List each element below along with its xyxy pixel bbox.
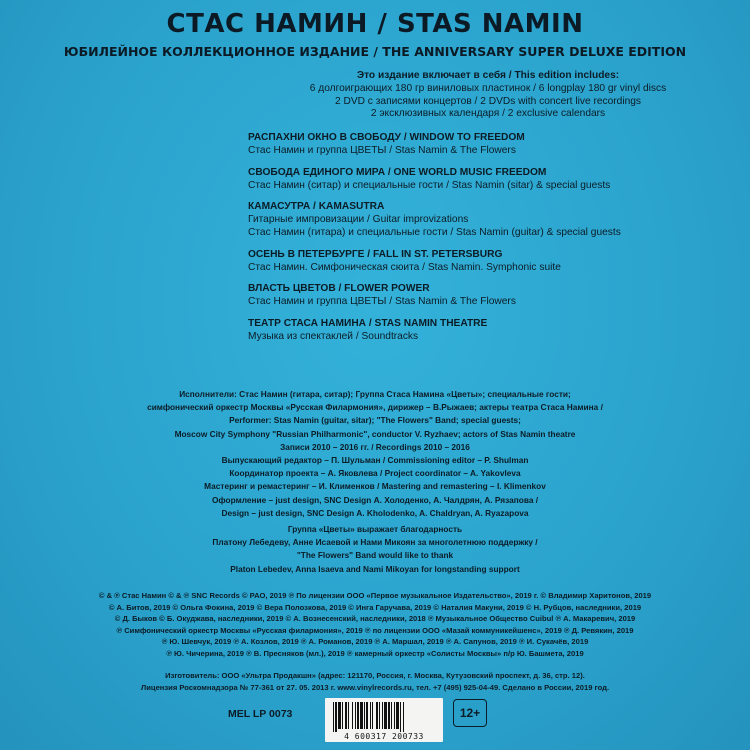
- album-block: [248, 201, 728, 239]
- album-line: Музыка из спектаклей / Soundtracks: [248, 330, 419, 342]
- copyright-line: ℗ Ю. Чичерина, 2019 ℗ В. Пресняков (мл.), 2019 ℗ камерный оркестр «Солисты Москвы» п/р Ю. Башмета, 2019: [166, 648, 584, 658]
- barcode-bar: [348, 702, 349, 729]
- barcode-bar: [360, 702, 363, 729]
- album-line: Стас Намин и группа ЦВЕТЫ / Stas Namin & The Flowers: [248, 296, 516, 308]
- manufacturer-line: Изготовитель: ООО «Ультра Продакшн» (адрес: 121170, Россия, г. Москва, Кутузовский проспект, д. 36, стр. 12).: [165, 671, 585, 680]
- album-block: [248, 132, 728, 158]
- thanks-line: "The Flowers" Band would like to thank: [296, 550, 454, 561]
- credits-block: [0, 388, 750, 520]
- barcode-bar: [335, 702, 337, 732]
- album-title: СВОБОДА ЕДИНОГО МИРА / ONE WORLD MUSIC FREEDOM: [248, 166, 547, 178]
- barcode-bar: [355, 702, 356, 729]
- edition-subtitle: ЮБИЛЕЙНОЕ КОЛЛЕКЦИОННОЕ ИЗДАНИЕ / THE ANNIVERSARY SUPER DELUXE EDITION: [63, 44, 687, 59]
- barcode-bar: [396, 702, 399, 729]
- includes-block: [248, 70, 728, 121]
- includes-item: 6 долгоиграющих 180 гр виниловых пластинок / 6 longplay 180 gr vinyl discs: [309, 82, 667, 94]
- barcode-bar: [342, 702, 343, 729]
- credit-line: Исполнители: Стас Намин (гитара, ситар); Группа Стаса Намина «Цветы»; специальные гости;: [179, 389, 571, 399]
- album-block: [248, 318, 728, 344]
- credit-line: Координатор проекта – А. Яковлева / Project coordinator – A. Yakovleva: [229, 468, 521, 479]
- barcode-bar: [333, 702, 334, 732]
- copyright-line: ℗ Симфонический оркестр Москвы «Русская филармония», 2019 ℗ по лицензии ООО «Мазай коммуникейшенс», 2019 ℗ Д. Ревякин, 2019: [116, 625, 634, 635]
- barcode-bar: [379, 702, 380, 729]
- barcode-bar: [338, 702, 341, 729]
- includes-heading: Это издание включает в себя / This edition includes:: [356, 70, 620, 81]
- album-line: Стас Намин (гитара) и специальные гости / Stas Namin (guitar) & special guests: [248, 226, 621, 238]
- credit-line: Performer: Stas Namin (guitar, sitar); "The Flowers" Band; special guests;: [229, 415, 521, 426]
- tracklist-column: [248, 70, 728, 344]
- barcode-bar: [366, 702, 368, 729]
- page-title: СТАС НАМИН / STAS NAMIN: [166, 9, 584, 39]
- credit-line: Design – just design, SNC Design A. Kholodenko, A. Chaldryan, A. Ryazapova: [221, 507, 529, 518]
- barcode-bar: [357, 702, 359, 729]
- album-block: [248, 249, 728, 275]
- album-title: РАСПАХНИ ОКНО В СВОБОДУ / WINDOW TO FREEDOM: [248, 132, 525, 144]
- manufacturer-line: Лицензия Роскомнадзора № 77-361 от 27. 05. 2013 г. www.vinylrecords.ru, тел. +7 (495) 925-04-49. Сделано в России, 2019 год.: [140, 682, 610, 692]
- barcode-bar: [400, 702, 401, 732]
- includes-item: 2 эксклюзивных календаря / 2 exclusive calendars: [370, 108, 606, 120]
- age-rating-badge: 12+: [453, 699, 487, 727]
- includes-item: 2 DVD с записями концертов / 2 DVDs with concert live recordings: [334, 95, 642, 107]
- album-title: ОСЕНЬ В ПЕТЕРБУРГЕ / FALL IN ST. PETERSBURG: [248, 248, 503, 260]
- barcode-bar: [388, 702, 390, 729]
- thanks-line: Группа «Цветы» выражает благодарность: [287, 524, 463, 534]
- manufacturer-block: [0, 670, 750, 693]
- credit-line: Записи 2010 – 2016 гг. / Recordings 2010 – 2016: [280, 441, 470, 452]
- catalog-number: MEL LP 0073: [228, 708, 293, 720]
- thanks-line: Platon Lebedev, Anna Isaeva and Nami Mikoyan for longstanding support: [230, 563, 520, 574]
- credit-line: Выпускающий редактор – П. Шульман / Commissioning editor – P. Shulman: [221, 455, 529, 466]
- copyright-line: ℗ Ю. Шевчук, 2019 ℗ А. Козлов, 2019 ℗ А. Романов, 2019 ℗ А. Маршал, 2019 ℗ А. Сапунов, 2019 ℗ И. Сукачёв, 2019: [161, 637, 589, 647]
- barcode-bar: [364, 702, 365, 729]
- barcode-bar: [352, 702, 353, 729]
- album-line: Стас Намин и группа ЦВЕТЫ / Stas Namin & The Flowers: [248, 144, 516, 156]
- album-line: Стас Намин (ситар) и специальные гости / Stas Namin (sitar) & special guests: [248, 179, 611, 191]
- barcode-digits: 4 600317 200733: [344, 732, 424, 741]
- album-line: Гитарные импровизации / Guitar improvizations: [248, 214, 469, 226]
- barcode-bar: [382, 702, 383, 729]
- thanks-line: Платону Лебедеву, Анне Исаевой и Нами Микоян за многолетнюю поддержку /: [212, 537, 538, 548]
- copyright-line: © А. Битов, 2019 © Ольга Фокина, 2019 © Вера Полозкова, 2019 © Инга Гаручава, 2019 © Наталия Макуни, 2019 © Н. Рубцов, наследники, 2019: [108, 602, 642, 612]
- credit-line: Оформление – just design, SNC Design А. Холоденко, А. Чалдрян, А. Рязапова /: [211, 494, 539, 505]
- album-line: Стас Намин. Симфоническая сюита / Stas Namin. Symphonic suite: [248, 261, 561, 273]
- barcode-bar: [345, 702, 347, 729]
- credit-line: Moscow City Symphony "Russian Philharmonic", conductor V. Ryzhaev; actors of Stas Namin theatre: [174, 428, 576, 439]
- barcode-bar: [384, 702, 387, 729]
- barcode-bar: [376, 702, 378, 729]
- barcode: [325, 698, 443, 742]
- barcode-bar: [403, 702, 404, 732]
- copyright-block: [0, 590, 750, 660]
- credit-line: Мастеринг и ремастеринг – И. Клименков / Mastering and remastering – I. Klimenkov: [204, 481, 546, 492]
- barcode-bar: [391, 702, 392, 729]
- barcode-bar: [394, 702, 395, 729]
- album-block: [248, 167, 728, 193]
- album-title: ВЛАСТЬ ЦВЕТОВ / FLOWER POWER: [248, 283, 430, 295]
- copyright-line: © Д. Быков © Б. Окуджава, наследники, 2019 © А. Вознесенский, наследники, 2018 ℗ Музыкальное Общество Cuibul ℗ А. Макаревич, 2019: [114, 614, 636, 624]
- album-title: КАМАСУТРА / KAMASUTRA: [248, 201, 385, 213]
- thanks-block: [0, 523, 750, 576]
- credit-line: симфонический оркестр Москвы «Русская Филармония», дирижер – В.Рыжаев; актеры театра Стаса Намина /: [147, 402, 603, 413]
- barcode-bar: [372, 702, 373, 729]
- album-title: ТЕАТР СТАСА НАМИНА / STAS NAMIN THEATRE: [248, 317, 488, 329]
- barcode-bars: [331, 702, 437, 732]
- barcode-bar: [370, 702, 371, 729]
- album-block: [248, 283, 728, 309]
- copyright-line: © & ℗ Стас Намин © & ℗ SNC Records © РАО, 2019 ℗ По лицензии ООО «Первое музыкальное Издательство», 2019 г. © Владимир Харитонов, 2019: [98, 591, 652, 600]
